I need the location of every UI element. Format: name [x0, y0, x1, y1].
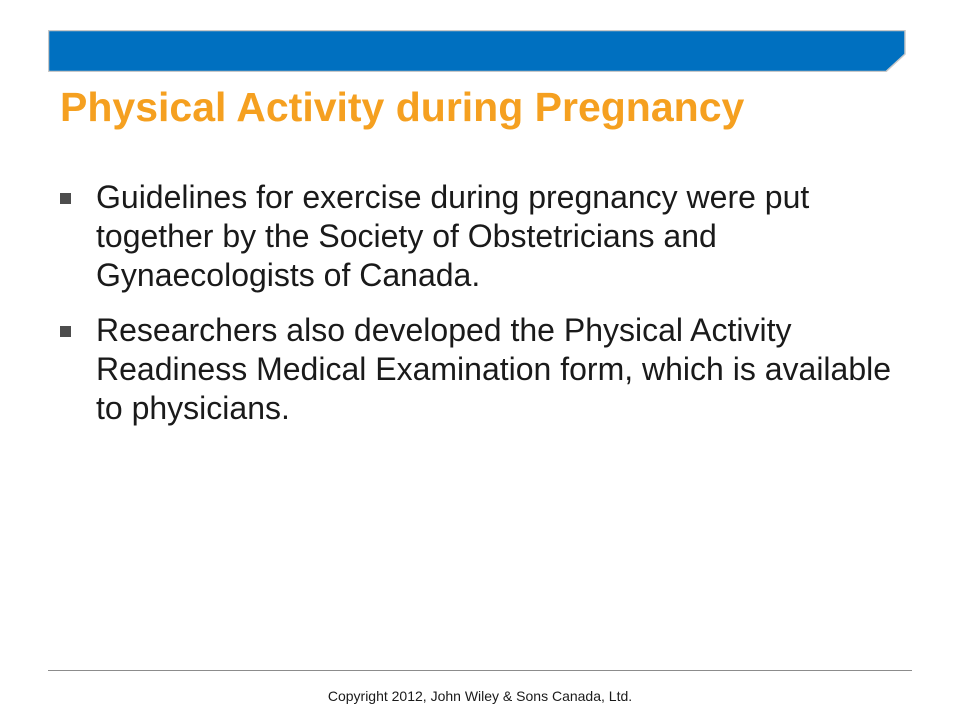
- top-banner: [48, 30, 906, 72]
- bullet-list: [60, 178, 920, 444]
- slide-title: Physical Activity during Pregnancy: [60, 84, 745, 130]
- bullet-text: Guidelines for exercise during pregnancy were put together by the Society of Obstetricians and Gynaecologists of Canada.: [96, 179, 810, 293]
- square-bullet-icon: [60, 193, 71, 204]
- bullet-item: [60, 311, 920, 428]
- banner-shape: [48, 30, 906, 72]
- bullet-item: [60, 178, 920, 295]
- footer-copyright: Copyright 2012, John Wiley & Sons Canada, Ltd.: [327, 688, 633, 704]
- footer-divider: [48, 670, 912, 671]
- square-bullet-icon: [60, 326, 71, 337]
- bullet-text: Researchers also developed the Physical Activity Readiness Medical Examination form, which is available to physicians.: [96, 312, 892, 426]
